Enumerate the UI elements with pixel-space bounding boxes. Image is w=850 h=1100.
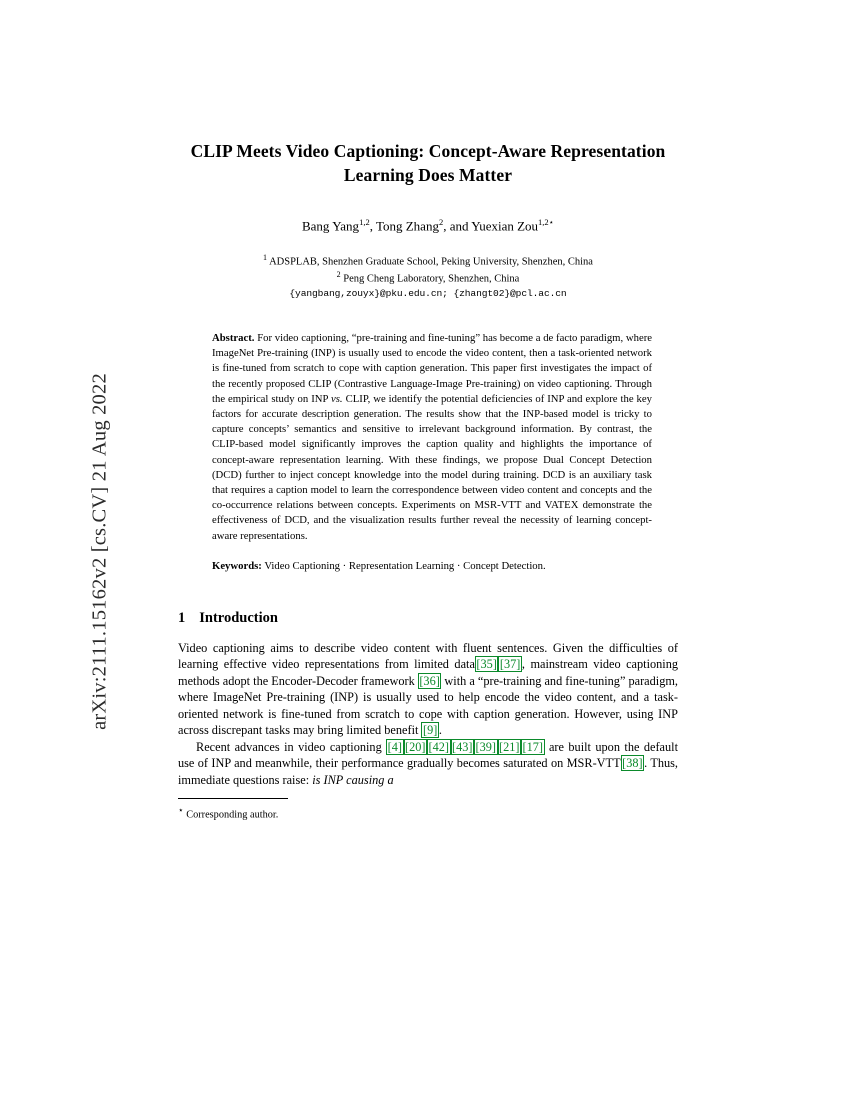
citation-42[interactable]: [42] (428, 739, 450, 754)
section-title: Introduction (199, 609, 278, 626)
keywords-label: Keywords: (212, 559, 262, 572)
citation-9[interactable]: [9] (422, 723, 438, 738)
citation-36[interactable]: [36] (419, 673, 440, 688)
citation-17[interactable]: [17] (522, 739, 544, 754)
p1-text-2: , mainstream video captioning methods adopt the Encoder-Decoder framework (178, 657, 678, 688)
p1-text-3: with a “pre-training and fine-tuning” paradigm, where ImageNet Pre-training (INP) is usually used to help encode the video content, and a task-oriented network is fine-tuned from scratch to cope with caption generation. However, using INP across discrepant tasks may bring limited benefit (178, 673, 678, 738)
footnote-corresponding-author (178, 805, 678, 822)
section-number: 1 (178, 609, 186, 626)
footnote-divider (178, 798, 288, 799)
affiliation-2-marker: 2 (336, 270, 341, 280)
abstract-italic-vs: vs. (331, 392, 343, 405)
arxiv-stamp-text: arXiv:2111.15162v2 [cs.CV] 21 Aug 2022 (88, 373, 111, 730)
affiliation-block (178, 252, 678, 301)
citation-43[interactable]: [43] (452, 739, 473, 754)
citation-38[interactable]: [38] (622, 756, 643, 771)
citation-21[interactable]: [21] (499, 739, 520, 754)
page-title: CLIP Meets Video Captioning: Concept-Aware Representation Learning Does Matter (190, 141, 666, 185)
section-heading-introduction (178, 610, 678, 627)
abstract-label: Abstract. (212, 332, 255, 345)
keywords-text: Video Captioning · Representation Learning · Concept Detection. (264, 559, 546, 572)
p2-text-1: Recent advances in video captioning (196, 739, 387, 754)
author-1-affil-marker: 1,2 (359, 217, 370, 228)
citation-4[interactable]: [4] (387, 739, 403, 754)
author-list (178, 217, 678, 236)
author-emails: {yangbang,zouyx}@pku.edu.cn; {zhangt02}@pcl.ac.cn (289, 288, 567, 300)
author-3-name: Yuexian Zou (471, 218, 539, 234)
paper-page (178, 140, 678, 822)
author-1-name: Bang Yang (301, 218, 360, 234)
citation-35[interactable]: [35] (476, 657, 497, 672)
introduction-body (178, 640, 678, 788)
arxiv-stamp (0, 0, 120, 1100)
paragraph-1 (178, 640, 678, 739)
citation-20[interactable]: [20] (405, 739, 426, 754)
abstract-text-part-1: For video captioning, “pre-training and fine-tuning” has become a de facto paradigm, where ImageNet Pre-training (INP) is usually used to encode the video content, then a task-oriented network is fine-tuned from scratch to cope with caption generation. This paper first investigates the impact of the recently proposed CLIP (Contrastive Language-Image Pre-training) on video captioning. Through the empirical study on INP (212, 332, 652, 405)
affiliation-2 (178, 269, 678, 287)
affiliation-2-text: Peng Cheng Laboratory, Shenzhen, China (343, 273, 520, 285)
citation-39[interactable]: [39] (475, 739, 497, 754)
paragraph-2 (178, 739, 678, 788)
p2-text-3: . Thus, immediate questions raise: (178, 756, 678, 787)
p2-text-2: are built upon the default use of INP and meanwhile, their performance gradually becomes saturated on MSR-VTT (178, 739, 678, 771)
author-2-affil-marker: 2 (438, 217, 444, 228)
abstract-text-part-2: CLIP, we identify the potential deficiencies of INP and explore the key factors for accurate description generation. The results show that the INP-based model is tricky to capture concepts’ semantics and sensitive to irrelevant background information. By contrast, the CLIP-based model significantly improves the caption quality and highlights the importance of concept-aware representation learning. With these findings, we propose Dual Concept Detection (DCD) further to inject concept knowledge into the model during training. DCD is an auxiliary task that requires a caption model to learn the correspondence between video content and concepts and the co-occurrence relations between concepts. Experiments on MSR-VTT and VATEX demonstrate the effectiveness of DCD, and the visualization results further reveal the necessity of learning concept-aware representations. (212, 392, 652, 542)
affiliation-1-marker: 1 (263, 252, 268, 262)
author-2-name: Tong Zhang (375, 218, 439, 234)
keywords-block (178, 559, 678, 574)
affiliation-1 (178, 252, 678, 270)
author-sep-1: , (369, 218, 376, 234)
footnote-marker: ⋆ (178, 805, 184, 816)
p1-text-4: . (438, 723, 442, 738)
p2-italic-tail: is INP causing a (312, 772, 394, 787)
abstract-block (178, 331, 678, 544)
footnote-text: Corresponding author. (186, 809, 279, 821)
p1-text-1: Video captioning aims to describe video content with fluent sentences. Given the difficulties of learning effective video representations from limited data (178, 640, 678, 672)
author-sep-2: , and (443, 218, 472, 234)
author-3-affil-marker: 1,2⋆ (538, 217, 554, 228)
affiliation-1-text: ADSPLAB, Shenzhen Graduate School, Peking University, Shenzhen, China (269, 256, 593, 268)
citation-37[interactable]: [37] (499, 657, 521, 672)
